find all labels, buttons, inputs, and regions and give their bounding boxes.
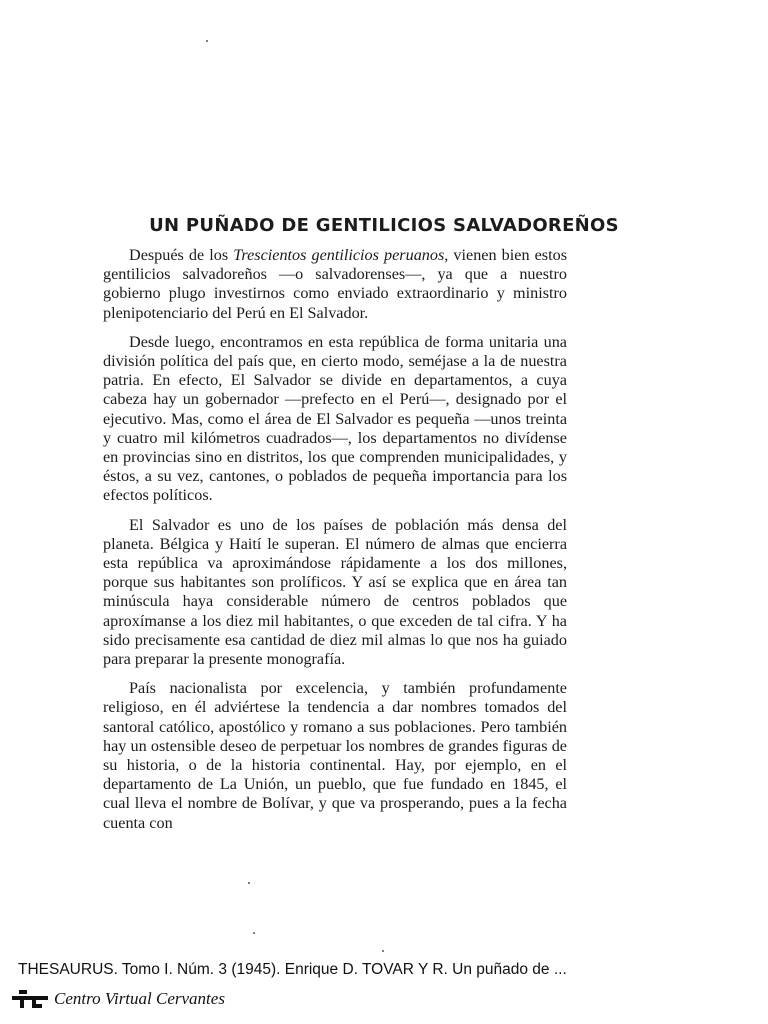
cited-work-title: Trescientos gentilicios peruanos <box>233 246 445 264</box>
scan-speck <box>253 932 255 934</box>
cvc-logo-icon <box>12 989 48 1009</box>
paragraph-1-end: , vienen bien estos gentilicios salvadoreños —o salvadorenses—, ya que a nuestro gobierno plugo investirnos como enviado extraordinario y ministro plenipotenciario del Perú en El Salvador. <box>103 246 567 322</box>
brand-name: Centro Virtual Cervantes <box>54 989 225 1008</box>
article-title: UN PUÑADO DE GENTILICIOS SALVADOREÑOS <box>149 215 619 237</box>
scan-speck <box>248 882 250 884</box>
paragraph-2: Desde luego, encontramos en esta república de forma unitaria una división política del país que, en cierto modo, seméjase a la de nuestra patria. En efecto, El Salvador se divide en departamentos, a cuya cabeza hay un gobernador —prefecto en el Perú—, designado por el ejecutivo. Mas, como el área de El Salvador es pequeña —unos treinta y cuatro mil kilómetros cuadrados—, los departamentos no divídense en provincias sino en distritos, los que comprenden municipalidades, y éstos, a su vez, cantones, o poblados de pequeña importancia para los efectos políticos. <box>103 332 567 505</box>
scan-speck <box>206 40 208 42</box>
paragraph-3: El Salvador es uno de los países de población más densa del planeta. Bélgica y Haití le superan. El número de almas que encierra esta república va aproximándose rápidamente a los dos millones, porque sus habitantes son prolíficos. Y así se explica que en área tan minúscula haya considerable número de centros poblados que aproxímanse a los diez mil habitantes, o que exceden de tal cifra. Y ha sido precisamente esa cantidad de diez mil almas lo que nos ha guiado para preparar la presente monografía. <box>103 515 567 669</box>
citation-footer: THESAURUS. Tomo I. Núm. 3 (1945). Enrique D. TOVAR Y R. Un puñado de ... <box>18 961 567 978</box>
article-body <box>103 246 567 843</box>
brand-link[interactable] <box>12 987 225 1011</box>
paragraph-1-start: Después de los <box>129 246 234 264</box>
scan-speck <box>382 950 384 952</box>
paragraph-4: País nacionalista por excelencia, y también profundamente religioso, en él adviértese la tendencia a dar nombres tomados del santoral católico, apostólico y romano a sus poblaciones. Pero también hay un ostensible deseo de perpetuar los nombres de grandes figuras de su historia, o de la historia continental. Hay, por ejemplo, en el departamento de La Unión, un pueblo, que fue fundado en 1845, el cual lleva el nombre de Bolívar, y que va prosperando, pues a la fecha cuenta con <box>103 679 567 832</box>
paragraph-1 <box>103 246 567 323</box>
